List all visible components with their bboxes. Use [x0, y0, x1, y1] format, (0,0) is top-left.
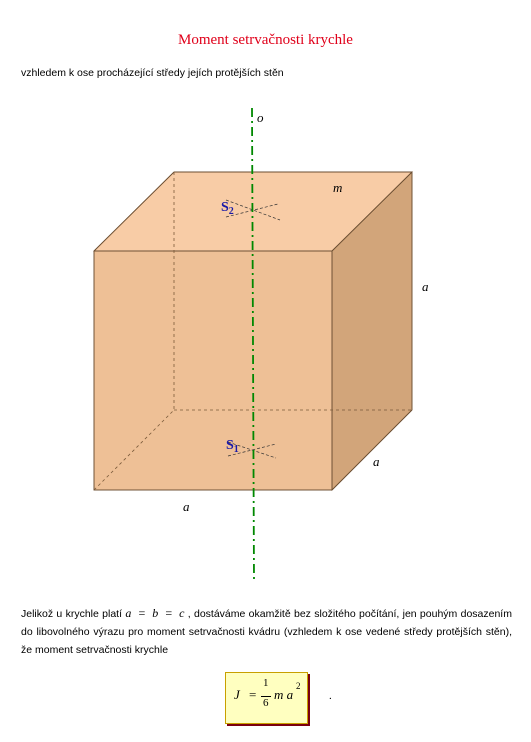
paragraph-math: a = b = c — [125, 606, 185, 620]
formula-denominator: 6 — [263, 697, 269, 709]
paragraph-text-before: Jelikož u krychle platí — [21, 608, 126, 620]
axis-label: o — [257, 110, 264, 125]
formula-numerator: 1 — [263, 677, 269, 689]
center-top-label: $S_2$ — [221, 200, 234, 217]
formula-period: . — [329, 690, 332, 702]
paragraph-text-after: , dostáváme okamžitě bez složitého počítání, jen pouhým dosazením do libovolného výrazu pro moment setrvačnosti kvádru (vzhledem k ose vedené středy protějších stěn), že moment setrvačnosti krychle — [21, 608, 512, 656]
page-subtitle: vzhledem k ose procházející středy jejích protějších stěn — [21, 67, 284, 79]
formula-exponent: 2 — [296, 681, 301, 691]
edge-label-bottom: a — [183, 499, 190, 514]
edge-label-right: a — [422, 279, 429, 294]
formula-equals: = — [249, 687, 257, 702]
edge-label-depth: a — [373, 454, 380, 469]
result-formula-box — [225, 672, 308, 724]
formula-rhs: m a — [274, 687, 294, 702]
explanation-paragraph — [21, 604, 512, 659]
center-bottom-label: $S_1$ — [226, 438, 239, 455]
page-title: Moment setrvačnosti krychle — [178, 32, 353, 48]
formula-lhs: J — [234, 687, 240, 702]
mass-label: m — [333, 180, 343, 195]
